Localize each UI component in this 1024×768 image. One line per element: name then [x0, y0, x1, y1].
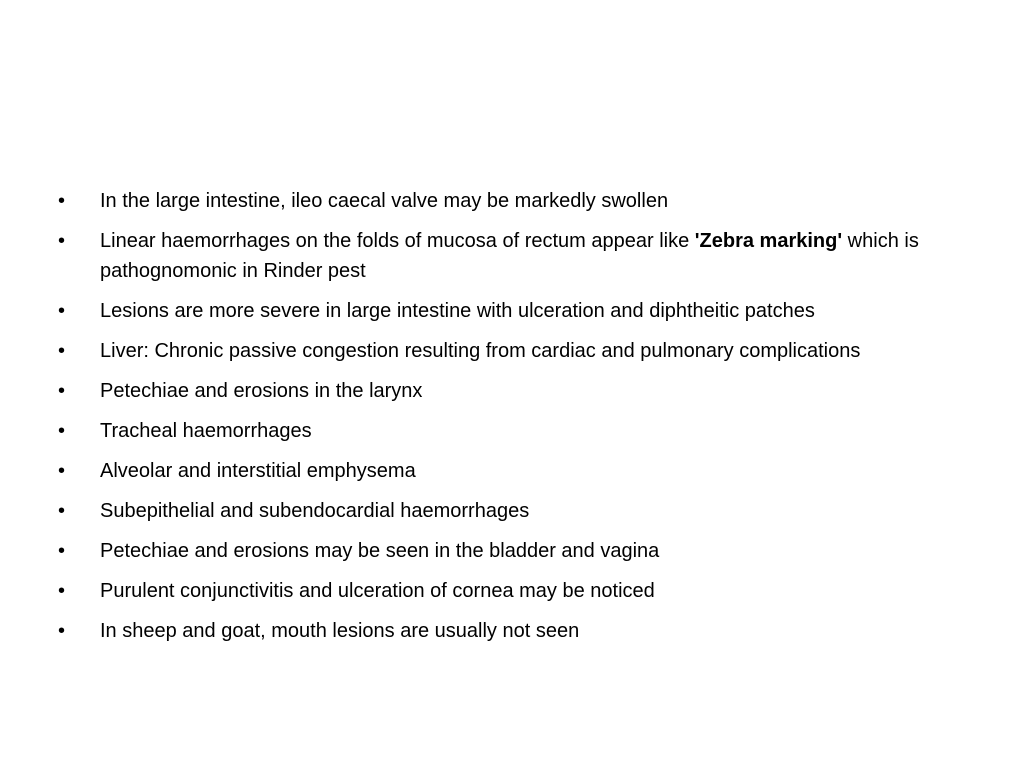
- bullet-text-segment: Subepithelial and subendocardial haemorrhages: [100, 500, 530, 522]
- bullet-dot-icon: •: [58, 540, 66, 562]
- bullet-text: [100, 460, 416, 482]
- bullet-text: [100, 340, 860, 362]
- bullet-text-segment: Alveolar and interstitial emphysema: [100, 460, 416, 482]
- bullet-text: [100, 580, 655, 602]
- bullet-dot-icon: •: [58, 190, 66, 212]
- bullet-dot-icon: •: [58, 580, 66, 602]
- bullet-dot-icon: •: [58, 380, 66, 402]
- bullet-text-segment: Purulent conjunctivitis and ulceration of cornea may be noticed: [100, 580, 655, 602]
- bullet-dot-icon: •: [58, 300, 66, 322]
- bullet-item: [58, 296, 958, 326]
- bullet-dot-icon: •: [58, 500, 66, 522]
- bullet-item: [58, 496, 958, 526]
- bullet-text: [100, 420, 312, 442]
- bullet-list: [58, 186, 958, 656]
- bullet-text: [100, 540, 659, 562]
- bullet-text: [100, 190, 668, 212]
- bullet-dot-icon: •: [58, 420, 66, 442]
- bullet-text: [100, 500, 529, 522]
- bullet-item: [58, 226, 958, 286]
- bullet-text-segment: which is pathognomonic in Rinder pest: [100, 230, 919, 282]
- bullet-text: [100, 380, 422, 402]
- bullet-dot-icon: •: [58, 460, 66, 482]
- bullet-text-segment: Liver: Chronic passive congestion resulting from cardiac and pulmonary complications: [100, 340, 861, 362]
- bullet-dot-icon: •: [58, 230, 66, 252]
- bullet-text-segment: In the large intestine, ileo caecal valve may be markedly swollen: [100, 190, 669, 212]
- bullet-text-segment: In sheep and goat, mouth lesions are usually not seen: [100, 620, 580, 642]
- bullet-dot-icon: •: [58, 620, 66, 642]
- bullet-text-segment: Petechiae and erosions in the larynx: [100, 380, 423, 402]
- bullet-text-segment: Linear haemorrhages on the folds of mucosa of rectum appear like: [100, 230, 695, 252]
- bullet-text: [100, 300, 815, 322]
- bullet-item: [58, 336, 958, 366]
- bullet-text-segment: Tracheal haemorrhages: [100, 420, 312, 442]
- bullet-item: [58, 186, 958, 216]
- bullet-text-segment: Lesions are more severe in large intestine with ulceration and diphtheitic patches: [100, 300, 815, 322]
- bullet-item: [58, 376, 958, 406]
- bullet-item: [58, 576, 958, 606]
- bullet-text: [100, 230, 919, 282]
- bullet-text: [100, 620, 579, 642]
- bullet-item: [58, 616, 958, 646]
- bullet-text-bold-segment: 'Zebra marking': [694, 230, 843, 252]
- bullet-item: [58, 536, 958, 566]
- bullet-item: [58, 416, 958, 446]
- bullet-dot-icon: •: [58, 340, 66, 362]
- bullet-item: [58, 456, 958, 486]
- bullet-text-segment: Petechiae and erosions may be seen in the bladder and vagina: [100, 540, 660, 562]
